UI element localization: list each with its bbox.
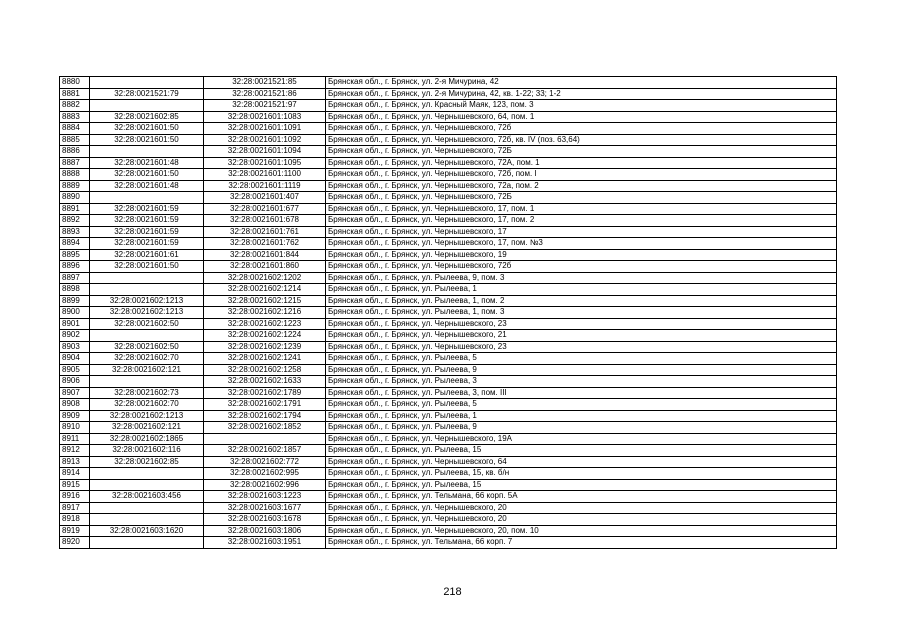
cadastral-number-cell: 32:28:0021603:456 — [90, 491, 204, 503]
cadastral-number-cell: 32:28:0021601:59 — [90, 215, 204, 227]
table-row — [60, 203, 837, 215]
address-cell: Брянская обл., г. Брянск, ул. Чернышевского, 19А — [326, 433, 837, 445]
row-number-cell: 8915 — [60, 479, 90, 491]
table-row — [60, 433, 837, 445]
cadastral-number-cell: 32:28:0021602:50 — [90, 318, 204, 330]
address-cell: Брянская обл., г. Брянск, ул. Чернышевского, 72б, пом. I — [326, 169, 837, 181]
object-cadastral-number-cell: 32:28:0021601:761 — [204, 226, 326, 238]
address-cell: Брянская обл., г. Брянск, ул. Рылеева, 3, пом. III — [326, 387, 837, 399]
cadastral-number-cell: 32:28:0021602:70 — [90, 399, 204, 411]
address-cell: Брянская обл., г. Брянск, ул. Чернышевского, 64, пом. 1 — [326, 111, 837, 123]
address-cell: Брянская обл., г. Брянск, ул. Чернышевского, 21 — [326, 330, 837, 342]
object-cadastral-number-cell: 32:28:0021601:1091 — [204, 123, 326, 135]
cadastral-number-cell: 32:28:0021601:59 — [90, 226, 204, 238]
row-number-cell: 8902 — [60, 330, 90, 342]
row-number-cell: 8882 — [60, 100, 90, 112]
page-number: 218 — [443, 586, 462, 598]
address-cell: Брянская обл., г. Брянск, ул. Чернышевского, 64 — [326, 456, 837, 468]
table-row — [60, 514, 837, 526]
table-row — [60, 272, 837, 284]
registry-table — [59, 76, 837, 549]
address-cell: Брянская обл., г. Брянск, ул. Чернышевского, 19 — [326, 249, 837, 261]
address-cell: Брянская обл., г. Брянск, ул. Чернышевского, 17, пом. №3 — [326, 238, 837, 250]
object-cadastral-number-cell: 32:28:0021601:1095 — [204, 157, 326, 169]
cadastral-number-cell — [90, 468, 204, 480]
row-number-cell: 8910 — [60, 422, 90, 434]
object-cadastral-number-cell: 32:28:0021601:1119 — [204, 180, 326, 192]
object-cadastral-number-cell: 32:28:0021601:844 — [204, 249, 326, 261]
row-number-cell: 8881 — [60, 88, 90, 100]
row-number-cell: 8885 — [60, 134, 90, 146]
table-row — [60, 387, 837, 399]
address-cell: Брянская обл., г. Брянск, ул. Чернышевского, 17 — [326, 226, 837, 238]
object-cadastral-number-cell: 32:28:0021601:1094 — [204, 146, 326, 158]
address-cell: Брянская обл., г. Брянск, ул. Рылеева, 9, пом. 3 — [326, 272, 837, 284]
object-cadastral-number-cell: 32:28:0021603:1223 — [204, 491, 326, 503]
table-row — [60, 88, 837, 100]
cadastral-number-cell: 32:28:0021602:121 — [90, 364, 204, 376]
address-cell: Брянская обл., г. Брянск, ул. Тельмана, 66 корп. 7 — [326, 537, 837, 549]
address-cell: Брянская обл., г. Брянск, ул. Чернышевского, 20 — [326, 514, 837, 526]
table-row — [60, 180, 837, 192]
table-row — [60, 307, 837, 319]
object-cadastral-number-cell: 32:28:0021602:1852 — [204, 422, 326, 434]
object-cadastral-number-cell: 32:28:0021601:860 — [204, 261, 326, 273]
table-row — [60, 284, 837, 296]
row-number-cell: 8892 — [60, 215, 90, 227]
table-row — [60, 238, 837, 250]
object-cadastral-number-cell: 32:28:0021601:678 — [204, 215, 326, 227]
table-row — [60, 537, 837, 549]
object-cadastral-number-cell: 32:28:0021602:1216 — [204, 307, 326, 319]
object-cadastral-number-cell: 32:28:0021601:407 — [204, 192, 326, 204]
row-number-cell: 8908 — [60, 399, 90, 411]
cadastral-number-cell — [90, 514, 204, 526]
address-cell: Брянская обл., г. Брянск, ул. Рылеева, 15 — [326, 479, 837, 491]
address-cell: Брянская обл., г. Брянск, ул. 2-я Мичурина, 42 — [326, 77, 837, 89]
row-number-cell: 8897 — [60, 272, 90, 284]
row-number-cell: 8914 — [60, 468, 90, 480]
table-row — [60, 77, 837, 89]
row-number-cell: 8901 — [60, 318, 90, 330]
cadastral-number-cell: 32:28:0021602:70 — [90, 353, 204, 365]
cadastral-number-cell — [90, 376, 204, 388]
object-cadastral-number-cell: 32:28:0021602:1224 — [204, 330, 326, 342]
object-cadastral-number-cell: 32:28:0021602:995 — [204, 468, 326, 480]
row-number-cell: 8903 — [60, 341, 90, 353]
row-number-cell: 8898 — [60, 284, 90, 296]
registry-table-body — [60, 77, 837, 549]
address-cell: Брянская обл., г. Брянск, ул. 2-я Мичурина, 42, кв. 1-22; 33; 1-2 — [326, 88, 837, 100]
cadastral-number-cell — [90, 192, 204, 204]
object-cadastral-number-cell: 32:28:0021602:1789 — [204, 387, 326, 399]
table-row — [60, 376, 837, 388]
table-row — [60, 445, 837, 457]
cadastral-number-cell: 32:28:0021602:121 — [90, 422, 204, 434]
row-number-cell: 8911 — [60, 433, 90, 445]
table-row — [60, 353, 837, 365]
cadastral-number-cell — [90, 502, 204, 514]
object-cadastral-number-cell: 32:28:0021602:772 — [204, 456, 326, 468]
table-row — [60, 215, 837, 227]
row-number-cell: 8909 — [60, 410, 90, 422]
table-row — [60, 226, 837, 238]
cadastral-number-cell: 32:28:0021601:59 — [90, 203, 204, 215]
cadastral-number-cell: 32:28:0021601:48 — [90, 180, 204, 192]
table-row — [60, 100, 837, 112]
object-cadastral-number-cell: 32:28:0021602:1239 — [204, 341, 326, 353]
object-cadastral-number-cell: 32:28:0021602:1223 — [204, 318, 326, 330]
object-cadastral-number-cell: 32:28:0021602:1215 — [204, 295, 326, 307]
row-number-cell: 8920 — [60, 537, 90, 549]
object-cadastral-number-cell: 32:28:0021602:996 — [204, 479, 326, 491]
object-cadastral-number-cell: 32:28:0021601:1100 — [204, 169, 326, 181]
address-cell: Брянская обл., г. Брянск, ул. Рылеева, 1 — [326, 410, 837, 422]
row-number-cell: 8917 — [60, 502, 90, 514]
table-row — [60, 364, 837, 376]
cadastral-number-cell — [90, 100, 204, 112]
row-number-cell: 8884 — [60, 123, 90, 135]
cadastral-number-cell: 32:28:0021521:79 — [90, 88, 204, 100]
table-row — [60, 134, 837, 146]
row-number-cell: 8919 — [60, 525, 90, 537]
row-number-cell: 8918 — [60, 514, 90, 526]
cadastral-number-cell: 32:28:0021601:50 — [90, 134, 204, 146]
address-cell: Брянская обл., г. Брянск, ул. Тельмана, 66 корп. 5А — [326, 491, 837, 503]
table-row — [60, 123, 837, 135]
row-number-cell: 8880 — [60, 77, 90, 89]
table-row — [60, 468, 837, 480]
row-number-cell: 8907 — [60, 387, 90, 399]
address-cell: Брянская обл., г. Брянск, ул. Рылеева, 5 — [326, 353, 837, 365]
cadastral-number-cell: 32:28:0021602:85 — [90, 111, 204, 123]
address-cell: Брянская обл., г. Брянск, ул. Рылеева, 1, пом. 3 — [326, 307, 837, 319]
object-cadastral-number-cell: 32:28:0021602:1791 — [204, 399, 326, 411]
object-cadastral-number-cell: 32:28:0021521:85 — [204, 77, 326, 89]
row-number-cell: 8900 — [60, 307, 90, 319]
row-number-cell: 8906 — [60, 376, 90, 388]
address-cell: Брянская обл., г. Брянск, ул. Чернышевского, 23 — [326, 318, 837, 330]
cadastral-number-cell: 32:28:0021602:1213 — [90, 295, 204, 307]
row-number-cell: 8905 — [60, 364, 90, 376]
cadastral-number-cell: 32:28:0021601:50 — [90, 123, 204, 135]
address-cell: Брянская обл., г. Брянск, ул. Чернышевского, 72Б — [326, 146, 837, 158]
table-row — [60, 479, 837, 491]
row-number-cell: 8912 — [60, 445, 90, 457]
cadastral-number-cell: 32:28:0021601:59 — [90, 238, 204, 250]
cadastral-number-cell — [90, 330, 204, 342]
row-number-cell: 8899 — [60, 295, 90, 307]
cadastral-number-cell: 32:28:0021602:1213 — [90, 410, 204, 422]
address-cell: Брянская обл., г. Брянск, ул. Рылеева, 9 — [326, 364, 837, 376]
address-cell: Брянская обл., г. Брянск, ул. Чернышевского, 72б — [326, 261, 837, 273]
address-cell: Брянская обл., г. Брянск, ул. Красный Маяк, 123, пом. 3 — [326, 100, 837, 112]
object-cadastral-number-cell: 32:28:0021601:762 — [204, 238, 326, 250]
address-cell: Брянская обл., г. Брянск, ул. Чернышевского, 72б, кв. IV (поз. 63,64) — [326, 134, 837, 146]
table-row — [60, 249, 837, 261]
address-cell: Брянская обл., г. Брянск, ул. Чернышевского, 72б — [326, 123, 837, 135]
object-cadastral-number-cell: 32:28:0021602:1633 — [204, 376, 326, 388]
row-number-cell: 8913 — [60, 456, 90, 468]
row-number-cell: 8896 — [60, 261, 90, 273]
object-cadastral-number-cell: 32:28:0021521:86 — [204, 88, 326, 100]
cadastral-number-cell: 32:28:0021602:1865 — [90, 433, 204, 445]
object-cadastral-number-cell: 32:28:0021603:1677 — [204, 502, 326, 514]
address-cell: Брянская обл., г. Брянск, ул. Рылеева, 5 — [326, 399, 837, 411]
object-cadastral-number-cell: 32:28:0021602:1857 — [204, 445, 326, 457]
cadastral-number-cell — [90, 77, 204, 89]
cadastral-number-cell: 32:28:0021601:50 — [90, 169, 204, 181]
object-cadastral-number-cell: 32:28:0021602:1241 — [204, 353, 326, 365]
object-cadastral-number-cell: 32:28:0021601:1083 — [204, 111, 326, 123]
table-row — [60, 295, 837, 307]
cadastral-number-cell: 32:28:0021603:1620 — [90, 525, 204, 537]
address-cell: Брянская обл., г. Брянск, ул. Чернышевского, 23 — [326, 341, 837, 353]
table-row — [60, 157, 837, 169]
row-number-cell: 8883 — [60, 111, 90, 123]
address-cell: Брянская обл., г. Брянск, ул. Чернышевского, 17, пом. 1 — [326, 203, 837, 215]
object-cadastral-number-cell: 32:28:0021521:97 — [204, 100, 326, 112]
cadastral-number-cell — [90, 146, 204, 158]
address-cell: Брянская обл., г. Брянск, ул. Рылеева, 3 — [326, 376, 837, 388]
table-row — [60, 502, 837, 514]
cadastral-number-cell: 32:28:0021602:116 — [90, 445, 204, 457]
address-cell: Брянская обл., г. Брянск, ул. Чернышевского, 17, пом. 2 — [326, 215, 837, 227]
table-row — [60, 169, 837, 181]
row-number-cell: 8893 — [60, 226, 90, 238]
table-row — [60, 422, 837, 434]
cadastral-number-cell — [90, 284, 204, 296]
row-number-cell: 8887 — [60, 157, 90, 169]
row-number-cell: 8895 — [60, 249, 90, 261]
object-cadastral-number-cell: 32:28:0021603:1806 — [204, 525, 326, 537]
row-number-cell: 8894 — [60, 238, 90, 250]
table-row — [60, 192, 837, 204]
object-cadastral-number-cell: 32:28:0021603:1951 — [204, 537, 326, 549]
address-cell: Брянская обл., г. Брянск, ул. Рылеева, 15, кв. б/н — [326, 468, 837, 480]
row-number-cell: 8890 — [60, 192, 90, 204]
row-number-cell: 8891 — [60, 203, 90, 215]
object-cadastral-number-cell: 32:28:0021602:1258 — [204, 364, 326, 376]
table-row — [60, 525, 837, 537]
table-row — [60, 410, 837, 422]
table-row — [60, 341, 837, 353]
table-row — [60, 146, 837, 158]
address-cell: Брянская обл., г. Брянск, ул. Чернышевского, 20 — [326, 502, 837, 514]
object-cadastral-number-cell — [204, 433, 326, 445]
address-cell: Брянская обл., г. Брянск, ул. Чернышевского, 20, пом. 10 — [326, 525, 837, 537]
address-cell: Брянская обл., г. Брянск, ул. Чернышевского, 72а, пом. 2 — [326, 180, 837, 192]
cadastral-number-cell — [90, 537, 204, 549]
object-cadastral-number-cell: 32:28:0021602:1202 — [204, 272, 326, 284]
table-row — [60, 491, 837, 503]
table-row — [60, 399, 837, 411]
row-number-cell: 8904 — [60, 353, 90, 365]
object-cadastral-number-cell: 32:28:0021601:677 — [204, 203, 326, 215]
table-row — [60, 318, 837, 330]
cadastral-number-cell: 32:28:0021602:85 — [90, 456, 204, 468]
object-cadastral-number-cell: 32:28:0021603:1678 — [204, 514, 326, 526]
table-row — [60, 330, 837, 342]
address-cell: Брянская обл., г. Брянск, ул. Рылеева, 15 — [326, 445, 837, 457]
cadastral-number-cell: 32:28:0021602:1213 — [90, 307, 204, 319]
cadastral-number-cell: 32:28:0021601:50 — [90, 261, 204, 273]
address-cell: Брянская обл., г. Брянск, ул. Рылеева, 9 — [326, 422, 837, 434]
object-cadastral-number-cell: 32:28:0021602:1214 — [204, 284, 326, 296]
cadastral-number-cell — [90, 479, 204, 491]
address-cell: Брянская обл., г. Брянск, ул. Рылеева, 1 — [326, 284, 837, 296]
row-number-cell: 8888 — [60, 169, 90, 181]
address-cell: Брянская обл., г. Брянск, ул. Чернышевского, 72А, пом. 1 — [326, 157, 837, 169]
cadastral-number-cell: 32:28:0021602:73 — [90, 387, 204, 399]
cadastral-number-cell: 32:28:0021601:61 — [90, 249, 204, 261]
address-cell: Брянская обл., г. Брянск, ул. Чернышевского, 72Б — [326, 192, 837, 204]
row-number-cell: 8916 — [60, 491, 90, 503]
table-row — [60, 111, 837, 123]
object-cadastral-number-cell: 32:28:0021602:1794 — [204, 410, 326, 422]
table-row — [60, 261, 837, 273]
cadastral-number-cell: 32:28:0021602:50 — [90, 341, 204, 353]
cadastral-number-cell — [90, 272, 204, 284]
table-row — [60, 456, 837, 468]
row-number-cell: 8886 — [60, 146, 90, 158]
row-number-cell: 8889 — [60, 180, 90, 192]
cadastral-number-cell: 32:28:0021601:48 — [90, 157, 204, 169]
address-cell: Брянская обл., г. Брянск, ул. Рылеева, 1, пом. 2 — [326, 295, 837, 307]
object-cadastral-number-cell: 32:28:0021601:1092 — [204, 134, 326, 146]
